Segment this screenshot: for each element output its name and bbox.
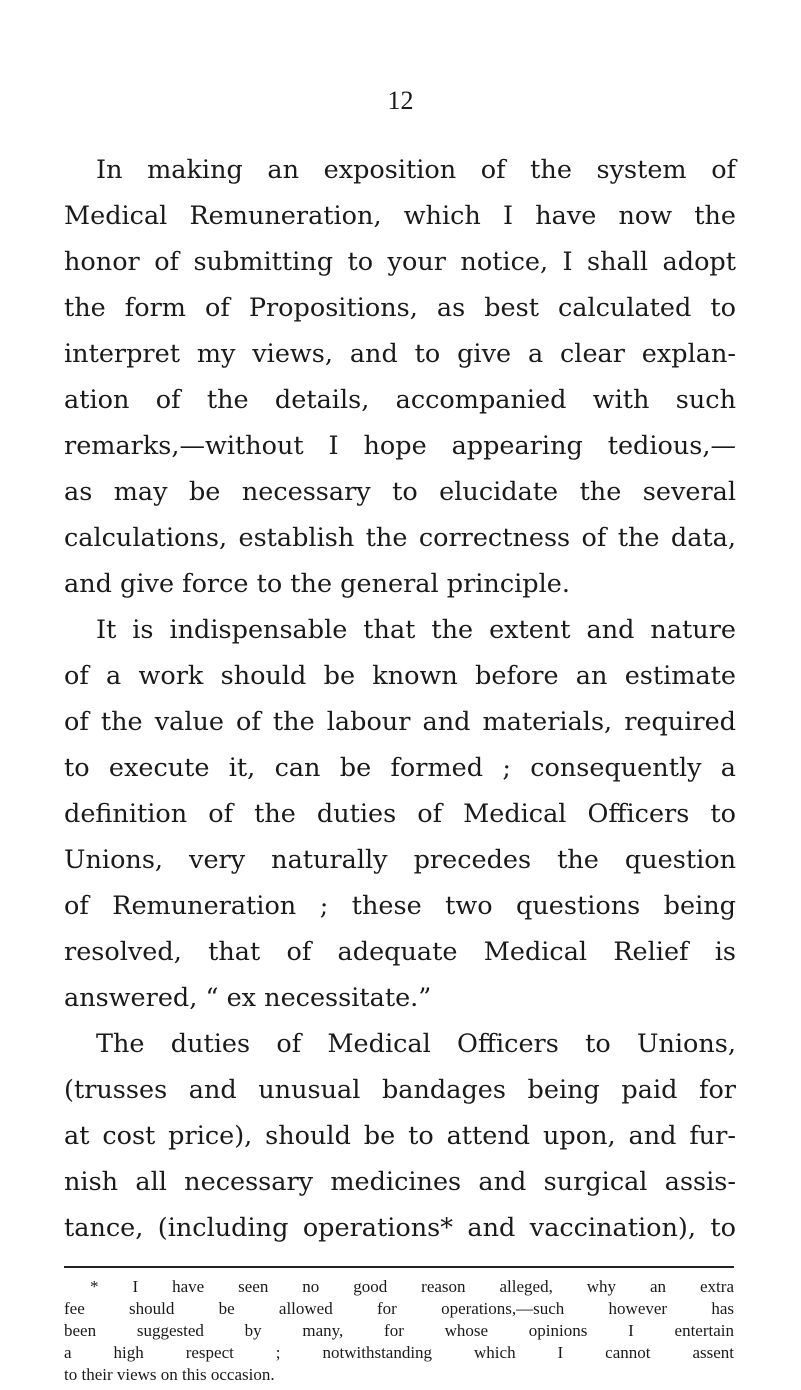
body-line: ation of the details, accompanied with such [64, 385, 736, 415]
body-line: honor of submitting to your notice, I shall adopt [64, 247, 736, 277]
page-number: 12 [387, 86, 414, 115]
body-line: Unions, very naturally precedes the question [64, 845, 736, 875]
body-line: calculations, establish the correctness of the data, [64, 523, 736, 553]
body-line: definition of the duties of Medical Officers to [64, 799, 736, 829]
body-line: as may be necessary to elucidate the several [64, 477, 736, 507]
body-line: resolved, that of adequate Medical Relief is [64, 937, 736, 967]
body-line: answered, “ ex necessitate.” [64, 983, 432, 1013]
body-line: nish all necessary medicines and surgical assis- [64, 1167, 736, 1197]
body-line: to execute it, can be formed ; consequently a [64, 753, 736, 783]
footnote-line: been suggested by many, for whose opinions I entertain [64, 1321, 734, 1340]
body-line: tance, (including operations* and vaccination), to [64, 1213, 736, 1243]
body-line: remarks,—without I hope appearing tedious,— [64, 431, 736, 461]
body-line: interpret my views, and to give a clear explan- [64, 339, 736, 369]
body-line: of the value of the labour and materials, required [64, 707, 736, 737]
footnote-line: * I have seen no good reason alleged, why an extra [90, 1277, 734, 1296]
footnote-divider [64, 1266, 734, 1268]
body-line: of Remuneration ; these two questions being [64, 891, 736, 921]
body-line: at cost price), should be to attend upon, and fur- [64, 1121, 736, 1151]
footnote-line: to their views on this occasion. [64, 1365, 275, 1384]
body-line: (trusses and unusual bandages being paid for [64, 1075, 736, 1105]
body-line: In making an exposition of the system of [96, 155, 736, 185]
body-line: The duties of Medical Officers to Unions, [96, 1029, 736, 1059]
body-line: Medical Remuneration, which I have now the [64, 201, 736, 231]
body-line: and give force to the general principle. [64, 569, 570, 599]
body-line: It is indispensable that the extent and nature [96, 615, 736, 645]
body-line: the form of Propositions, as best calculated to [64, 293, 736, 323]
footnote-line: a high respect ; notwithstanding which I cannot assent [64, 1343, 734, 1362]
footnote-line: fee should be allowed for operations,—such however has [64, 1299, 734, 1318]
body-line: of a work should be known before an estimate [64, 661, 736, 691]
